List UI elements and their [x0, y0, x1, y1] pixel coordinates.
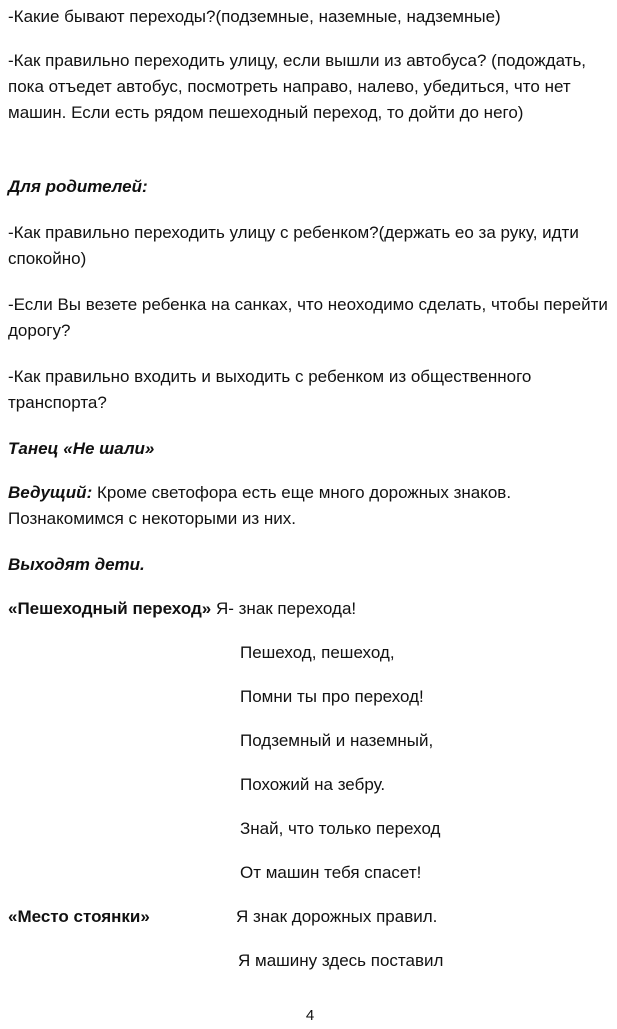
question-after-bus: -Как правильно переходить улицу, если вышли из автобуса? (подождать, пока отъедет автобус, посмотреть направо, налево, убедиться, что нет машин. Если есть рядом пешеходный переход, то дойти до него): [8, 51, 587, 122]
sign1-verse-line: Похожий на зебру.: [240, 775, 386, 794]
sign2-first-line: Я знак дорожных правил.: [236, 907, 438, 926]
sign1-verse-line: Пешеход, пешеход,: [240, 643, 395, 662]
question-crossing-types: -Какие бывают переходы?(подземные, наземные, надземные): [8, 7, 501, 26]
sign2-name: «Место стоянки»: [8, 907, 150, 926]
question-sled: -Если Вы везете ребенка на санках, что неоходимо сделать, чтобы перейти дорогу?: [8, 295, 608, 340]
sign1-line: [8, 596, 612, 622]
parents-heading: Для родителей:: [8, 177, 148, 196]
dance-heading: Танец «Не шали»: [8, 439, 155, 458]
host-label: Ведущий:: [8, 483, 93, 502]
children-out-line: Выходят дети.: [8, 555, 145, 574]
sign1-first-line: Я- знак перехода!: [211, 599, 357, 618]
sign1-verse-line: Знай, что только переход: [240, 819, 441, 838]
sign1-verse-line: Подземный и наземный,: [240, 731, 434, 750]
page-number: 4: [305, 1007, 315, 1024]
sign1-verse-line: От машин тебя спасет!: [240, 863, 422, 882]
host-paragraph: [8, 480, 612, 532]
sign1-verse-line: Помни ты про переход!: [240, 687, 424, 706]
host-text: Кроме светофора есть еще много дорожных знаков. Познакомимся с некоторыми из них.: [8, 483, 512, 528]
question-with-child: -Как правильно переходить улицу с ребенком?(держать ео за руку, идти спокойно): [8, 223, 579, 268]
sign2-verse-line: Я машину здесь поставил: [238, 951, 444, 970]
question-transport: -Как правильно входить и выходить с ребенком из общественного транспорта?: [8, 367, 532, 412]
sign1-name: «Пешеходный переход»: [8, 599, 212, 618]
